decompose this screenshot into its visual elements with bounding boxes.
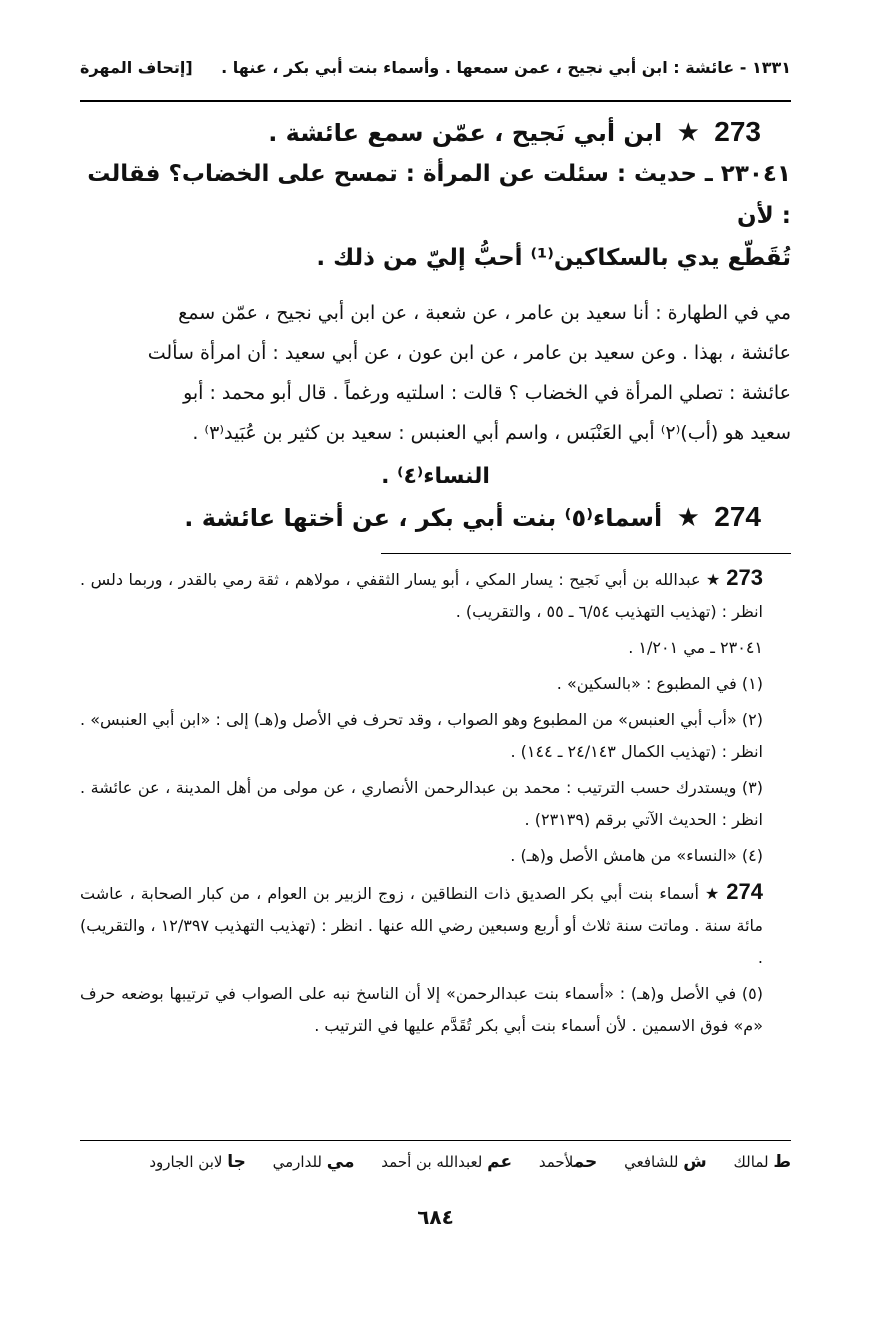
footnote-23041: ٢٣٠٤١ ـ مي ١/٢٠١ . [628, 638, 763, 657]
section-heading: النساء⁽٤⁾ . [381, 464, 490, 489]
header-book-name: [إتحاف المهرة [80, 58, 193, 77]
footnote-1: (١) في المطبوع : «بالسكين» . [556, 674, 763, 693]
footnote-number: 274 [726, 879, 764, 904]
abbreviation-rule [80, 1140, 791, 1141]
entry-text: أسماء⁽٥⁾ بنت أبي بكر ، عن أختها عائشة . [184, 504, 663, 532]
footnote-4: (٤) «النساء» من هامش الأصل و(هـ) . [510, 846, 763, 865]
footnotes [80, 562, 791, 1046]
footnote-2: (٢) «أب أبي العنبس» من المطبوع وهو الصواب ، وقد تحرف في الأصل و(هـ) إلى : «ابن أبي العنبس» . انظر : (تهذيب الكمال ٢٤/١٤٣ ـ ١٤٤) . [80, 710, 763, 761]
footnote-text: أسماء بنت أبي بكر الصديق ذات النطاقين ، زوج الزبير بن العوام ، من كبار الصحابة ، عاشت مائة سنة . وماتت سنة ثلاث أو أربع وسبعين رضي الله عنها . انظر : (تهذيب التهذيب ١٢/٣٩٧ ، والتقريب) . [80, 884, 763, 967]
star-icon: ★ [700, 570, 721, 589]
hadith-23041-line-1: ٢٣٠٤١ ـ حديث : سئلت عن المرأة : تمسح على الخضاب؟ فقالت : لأن [87, 161, 791, 229]
star-icon: ★ [698, 884, 721, 903]
footnote-273 [80, 562, 791, 628]
footnote-5: (٥) في الأصل و(هـ) : «أسماء بنت عبدالرحمن» إلا أن الناسخ نبه على الصواب في ترتيبها بوضعه حرف «م» فوق الاسمين . لأن أسماء بنت أبي بكر تُقَدَّم عليها في الترتيب . [80, 984, 763, 1035]
abbrev-item: مي للدارمي [272, 1152, 355, 1172]
footnote-3: (٣) ويستدرك حسب الترتيب : محمد بن عبدالرحمن الأنصاري ، عن مولى من أهل المدينة ، عن عائشة . انظر : الحديث الآتي برقم (٢٣١٣٩) . [80, 778, 763, 829]
entry-text: ابن أبي نَجيح ، عمّن سمع عائشة . [268, 119, 663, 147]
star-icon: ★ [676, 118, 700, 148]
running-header [80, 52, 791, 92]
body-line: سعيد هو (أب)⁽٢⁾ أبي العَنْبَس ، واسم أبي العنبس : سعيد بن كثير بن عُبَيد⁽٣⁾ . [192, 422, 791, 444]
body-line: مي في الطهارة : أنا سعيد بن عامر ، عن شعبة ، عن ابن أبي نجيح ، عمّن سمع [178, 302, 791, 324]
main-text [80, 112, 791, 538]
page-number: ٦٨٤ [417, 1205, 454, 1229]
hadith-body [80, 293, 791, 453]
abbrev-item: حملأحمد [538, 1152, 598, 1172]
entry-number: 273 [714, 116, 761, 147]
entry-number: 274 [714, 501, 761, 532]
footnote-rule [381, 553, 791, 554]
footnote-274 [80, 876, 791, 974]
abbrev-item: ش للشافعي [624, 1152, 707, 1172]
abbrev-item: عم لعبدالله بن أحمد [381, 1152, 513, 1172]
narrator-entry-273 [80, 112, 791, 153]
footnote-number: 273 [726, 565, 763, 590]
header-rule [80, 100, 791, 102]
hadith-23041-line-2: تُقَطّع يدي بالسكاكين⁽¹⁾ أحبُّ إليّ من ذلك . [316, 245, 791, 271]
body-line: عائشة : تصلي المرأة في الخضاب ؟ قالت : اسلتيه ورغماً . قال أبو محمد : أبو [183, 382, 791, 404]
star-icon: ★ [676, 503, 700, 533]
footnote-text: عبدالله بن أبي نَجيح : يسار المكي ، أبو يسار الثقفي ، مولاهم ، ثقة رمي بالقدر ، وربما دلس . انظر : (تهذيب التهذيب ٦/٥٤ ـ ٥٥ ، والتقريب) . [80, 570, 763, 621]
narrator-entry-274 [80, 497, 791, 538]
abbreviation-key [80, 1152, 791, 1172]
abbrev-item: ط لمالك [733, 1152, 791, 1172]
abbrev-item: جا لابن الجارود [149, 1152, 246, 1172]
body-line: عائشة ، بهذا . وعن سعيد بن عامر ، عن ابن عون ، عن أبي سعيد : أن امرأة سألت [147, 342, 791, 364]
document-page [80, 0, 791, 1317]
header-title: ١٣٣١ - عائشة : ابن أبي نجيح ، عمن سمعها . وأسماء بنت أبي بكر ، عنها . [221, 58, 791, 77]
